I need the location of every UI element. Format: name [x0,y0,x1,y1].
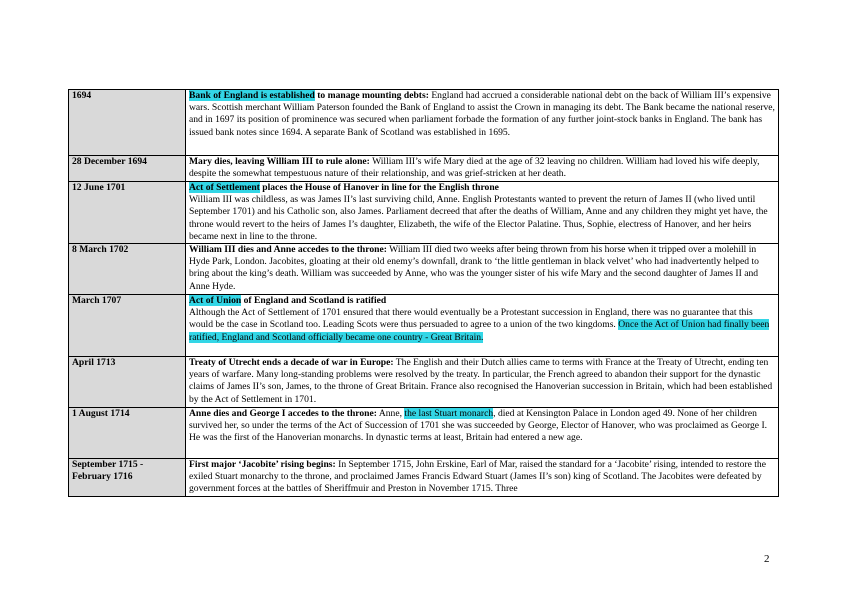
event-lead-highlight: Act of Settlement [189,182,260,193]
event-lead: William III dies and Anne accedes to the throne: [189,244,387,256]
event-lead: to manage mounting debts: [314,90,429,101]
event-cell [186,90,779,156]
event-cell [186,156,779,182]
date-cell: 1694 [69,90,186,156]
table-row [69,182,779,244]
event-body: William III died two weeks after being thrown from his horse when it tripped over a molehill in Hyde Park, London. Jacobites, gloating at their old enemy’s downfall, drank to ‘the little gentleman in black velvet’ who had inadvertently helped to bring about the king’s death. William was succeeded by Anne, who was the younger sister of his wife Mary and the second daughter of James II and Anne Hyde. [189,244,759,292]
event-lead-highlight: Bank of England is established [189,90,315,101]
event-lead: places the House of Hanover in line for the English throne [259,182,499,193]
event-cell [186,357,779,408]
table-row [69,357,779,408]
event-body: Although the Act of Settlement of 1701 ensured that there would eventually be a Protestant succession in England, there was no guarantee that this would be the case in Scotland too. Leading Scots were thus persuaded to agree to a union of the two kingdoms. [189,307,753,331]
table-row [69,156,779,182]
table-row [69,295,779,357]
event-cell [186,408,779,459]
date-cell: September 1715 - February 1716 [69,459,186,497]
event-lead: Mary dies, leaving William III to rule alone: [189,156,370,167]
date-cell: 1 August 1714 [69,408,186,459]
event-body: England had accrued a considerable national debt on the back of William III’s expensive wars. Scottish merchant William Paterson founded the Bank of England to assist the Crown in managing its debt. The Bank became the national reserve, and in 1697 its position of prominence was secured when parliament forbade the formation of any further joint-stock banks in England. The bank has issued bank notes since 1694. A separate Bank of Scotland was established in 1695. [189,90,775,138]
date-cell: 8 March 1702 [69,244,186,295]
table-row [69,244,779,295]
date-cell: March 1707 [69,295,186,357]
event-cell [186,295,779,357]
event-cell [186,459,779,497]
table-row [69,459,779,497]
event-body: William III was childless, as was James II’s last surviving child, Anne. English Protestants wanted to prevent the return of James II (who lived until September 1701) and his Catholic son, also James. Parliament decreed that after the deaths of William, Anne and any children they might yet have, the throne would revert to the heirs of James I’s daughter, Elizabeth, the wife of the Elector Palatine. Thus, Sophie, electress of Hanover, and her heirs became next in line to the throne. [189,194,768,242]
date-cell: 28 December 1694 [69,156,186,182]
event-lead: Anne dies and George I accedes to the throne: [189,408,377,420]
event-body: William III’s wife Mary died at the age of 32 leaving no children. William had loved his wife deeply, despite the somewhat tempestuous nature of their relationship, and was grief-stricken at her death. [189,156,760,180]
table-row [69,90,779,156]
event-lead: of England and Scotland is ratified [241,295,387,307]
event-lead: Treaty of Utrecht ends a decade of war in Europe: [189,357,394,369]
event-body-highlight: the last Stuart monarch [404,408,494,420]
date-cell: 12 June 1701 [69,182,186,244]
event-body: , died at Kensington Palace in London aged 49. None of her children survived her, so under the terms of the Act of Succession of 1701 she was succeeded by George, Elector of Hanover, who was proclaimed as George I. He was the first of the Hanoverian monarchs. In dynastic terms at least, Britain had entered a new age. [189,408,768,444]
event-body: The English and their Dutch allies came to terms with France at the Treaty of Utrecht, ending ten years of warfare. Many long-standing problems were resolved by the treaty. In particular, the French agreed to abandon their support for the dynastic claims of James II’s son, James, to the throne of Great Britain. France also recognised the Hanoverian succession in Britain, which had been established by the Act of Settlement in 1701. [189,357,773,405]
page-number: 2 [764,553,770,565]
date-cell: April 1713 [69,357,186,408]
event-lead-highlight: Act of Union [189,295,242,307]
event-cell [186,182,779,244]
event-lead: First major ‘Jacobite’ rising begins: [189,459,336,471]
table-row [69,408,779,459]
event-body: In September 1715, John Erskine, Earl of Mar, raised the standard for a ‘Jacobite’ rising, intended to restore the exiled Stuart monarchy to the throne, and proclaimed James Francis Edward Stuart (James II’s son) king of Scotland. The Jacobites were defeated by government forces at the battles of Sheriffmuir and Preston in November 1715. Three [189,459,766,495]
event-cell [186,244,779,295]
event-body-highlight: Once the Act of Union had finally been ratified, England and Scotland officially became one country - Great Britain. [189,319,770,343]
event-body-pre: Anne, [376,408,405,420]
timeline-table [68,89,779,497]
